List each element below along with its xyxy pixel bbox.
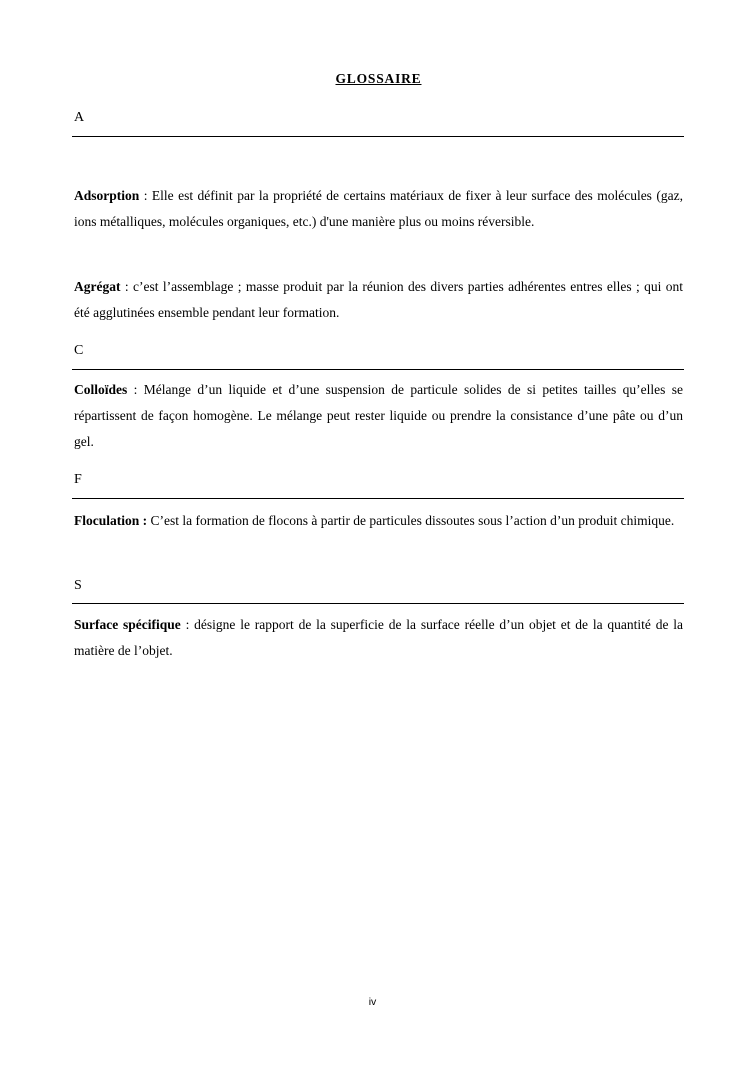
entry-definition: C’est la formation de flocons à partir de particules dissoutes sous l’action d’un produit chimique. bbox=[147, 513, 675, 528]
entry-term: Floculation : bbox=[74, 513, 148, 528]
glossary-entry-floculation bbox=[74, 508, 683, 534]
entry-definition: : désigne le rapport de la superficie de la surface réelle d’un objet et de la quantité de la matière de l’objet. bbox=[74, 617, 683, 658]
entry-term: Colloïdes bbox=[74, 382, 128, 397]
entry-definition: : Mélange d’un liquide et d’une suspension de particule solides de si petites tailles qu’elles se répartissent de façon homogène. Le mélange peut rester liquide ou prendre la consistance d’une pâte ou d’un gel. bbox=[74, 382, 683, 449]
glossary-entry-adsorption bbox=[74, 183, 683, 235]
section-letter-a: A bbox=[74, 110, 85, 125]
entry-definition: : c’est l’assemblage ; masse produit par la réunion des divers parties adhérentes entres elles ; qui ont été agglutinées ensemble pendant leur formation. bbox=[74, 279, 683, 320]
section-letter-s: S bbox=[74, 578, 82, 593]
entry-term: Surface spécifique bbox=[74, 617, 181, 632]
section-divider-c bbox=[72, 369, 684, 370]
glossary-entry-surface-specifique bbox=[74, 612, 683, 664]
page-title: GLOSSAIRE bbox=[335, 71, 422, 86]
glossary-entry-agregat bbox=[74, 274, 683, 326]
section-letter-c: C bbox=[74, 343, 84, 358]
glossary-entry-colloides bbox=[74, 377, 683, 454]
section-divider-s bbox=[72, 603, 684, 604]
section-divider-f bbox=[72, 498, 684, 499]
section-letter-f: F bbox=[74, 472, 82, 487]
entry-term: Agrégat bbox=[74, 279, 121, 294]
page-number: iv bbox=[368, 996, 377, 1008]
entry-term: Adsorption bbox=[74, 188, 140, 203]
entry-definition: : Elle est définit par la propriété de certains matériaux de fixer à leur surface des molécules (gaz, ions métalliques, molécules organiques, etc.) d'une manière plus ou moins réversible. bbox=[74, 188, 683, 229]
section-divider-a bbox=[72, 136, 684, 137]
